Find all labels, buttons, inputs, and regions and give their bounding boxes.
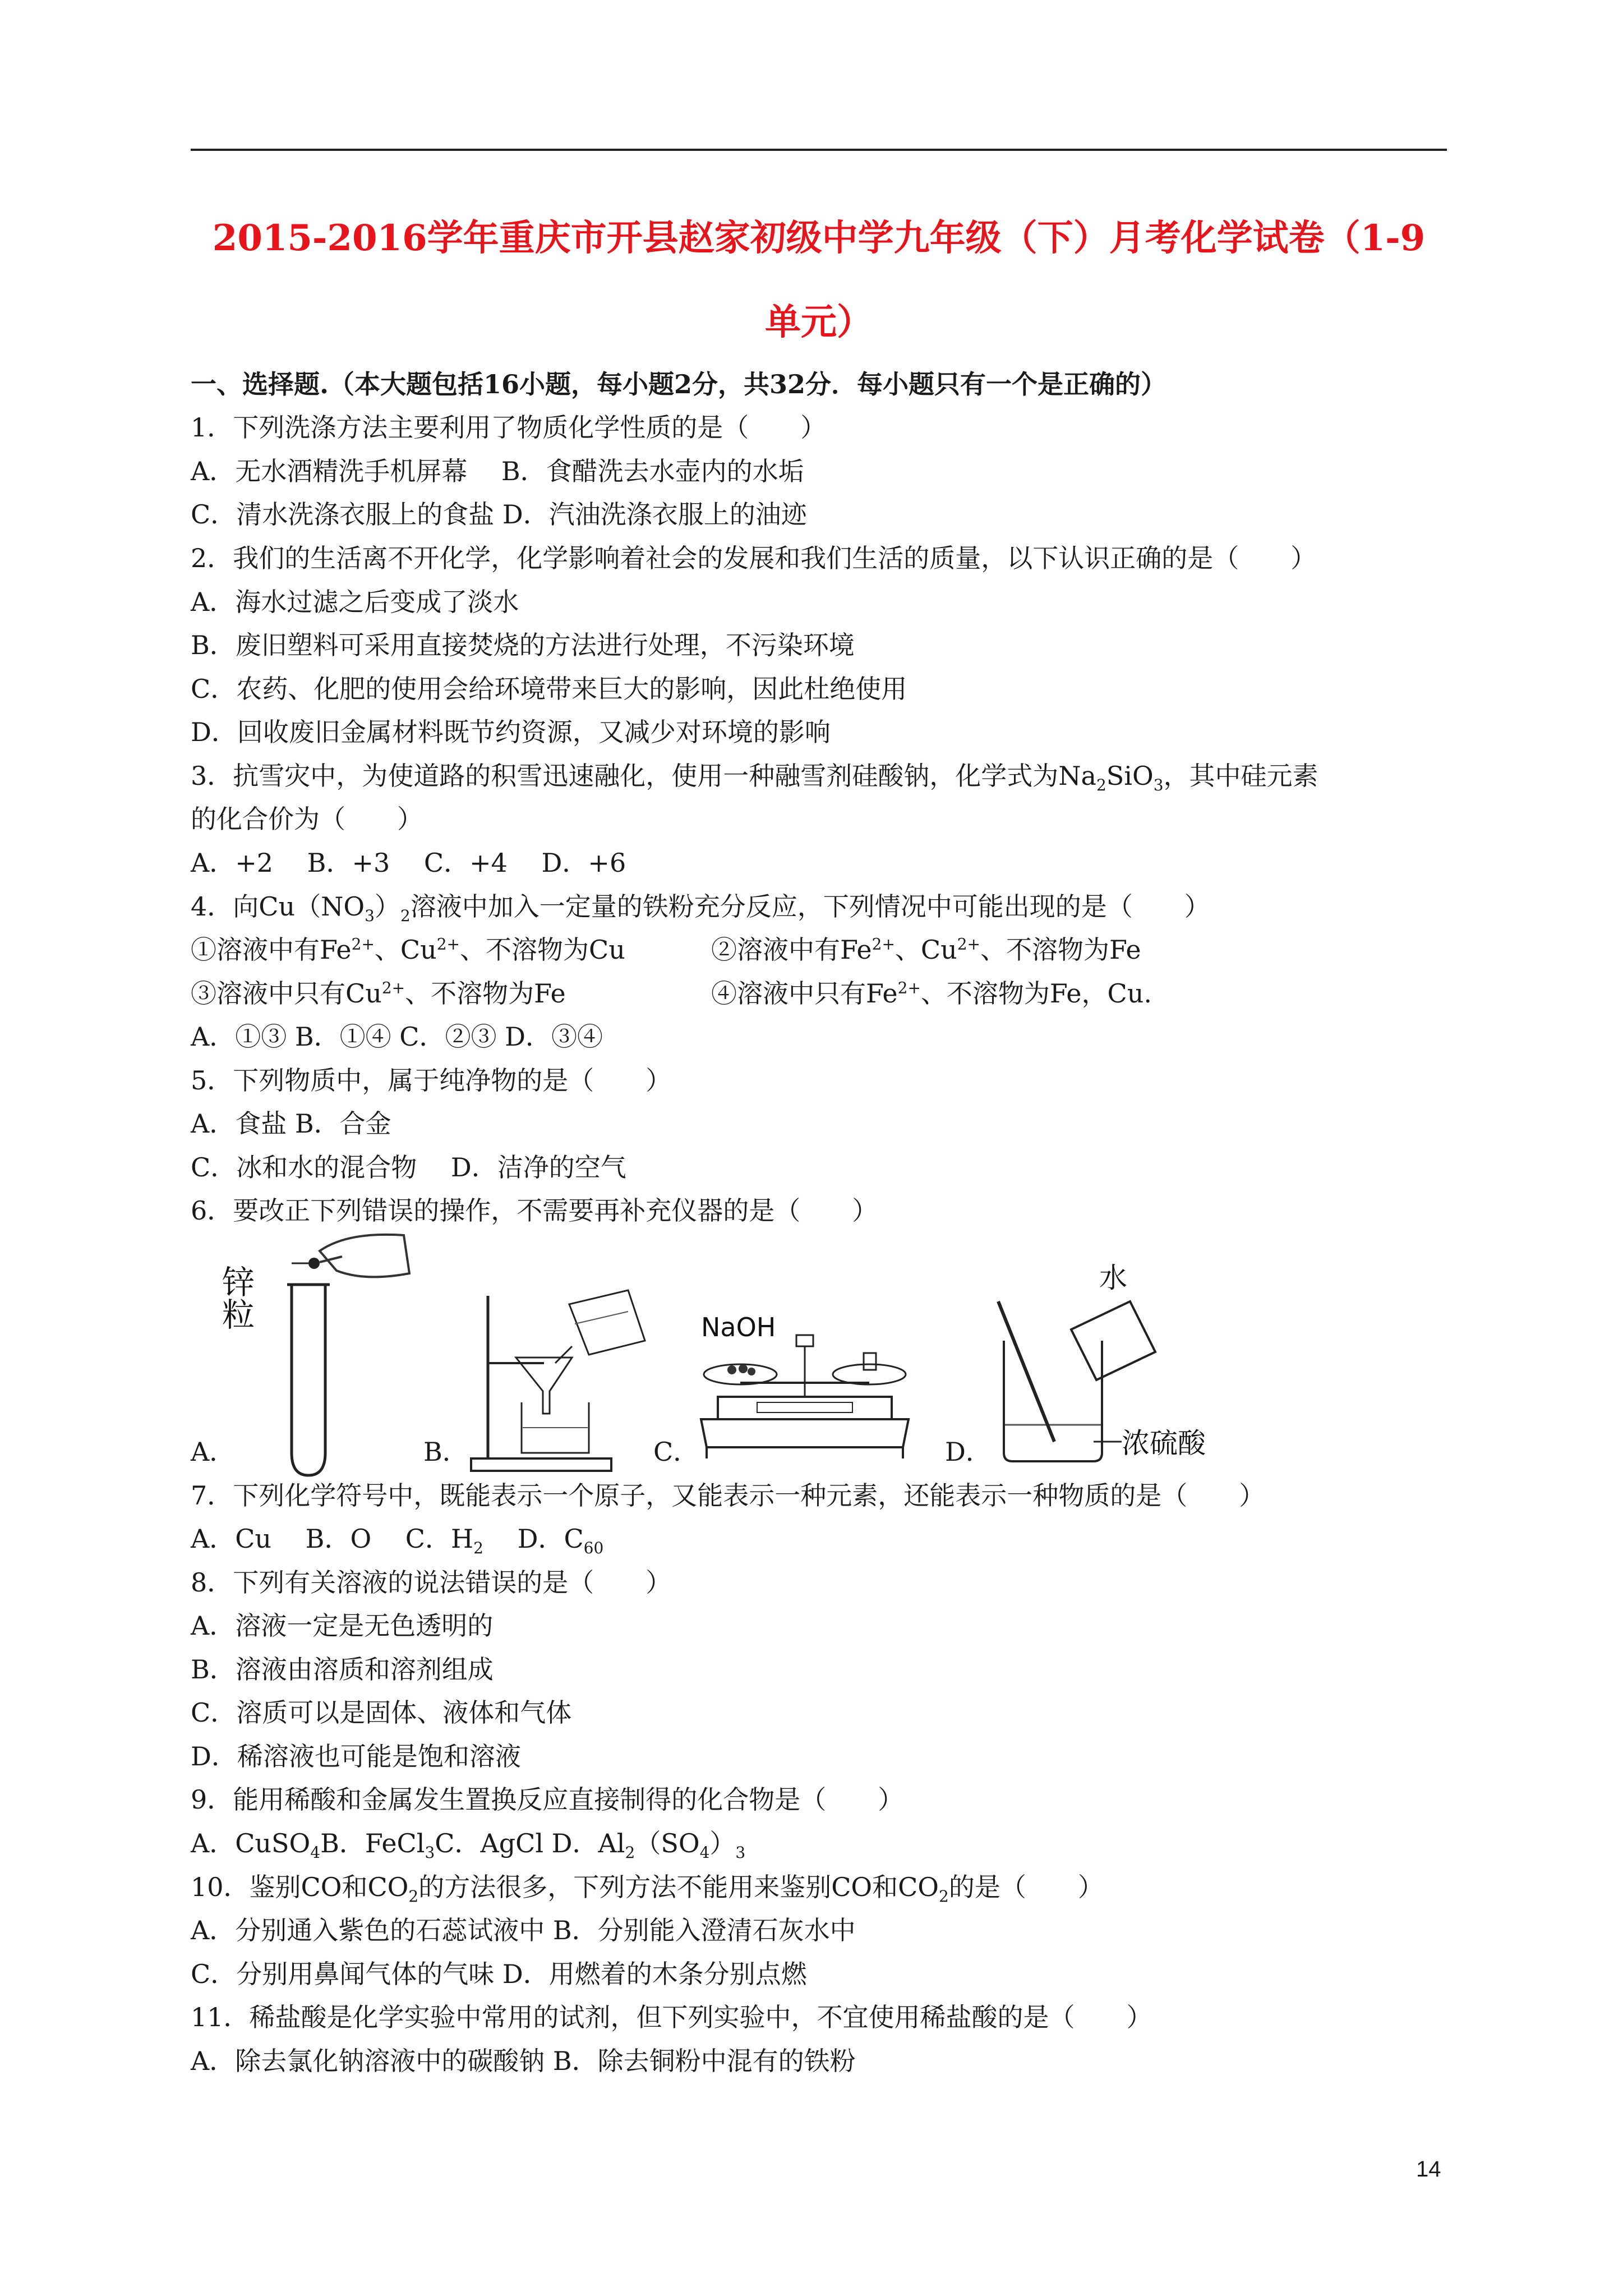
q6-fig-d-water: 水 [1099, 1262, 1127, 1294]
q9-stem: 9．能用稀酸和金属发生置换反应直接制得的化合物是（ ） [191, 1784, 904, 1815]
q2-option-c: C．农药、化肥的使用会给环境带来巨大的影响，因此杜绝使用 [191, 674, 907, 704]
q6-label-d: D． [945, 1437, 992, 1467]
q10-options-ab: A．分别通入紫色的石蕊试液中 B．分别能入澄清石灰水中 [191, 1915, 856, 1945]
q4-statement-1: ①溶液中有$Fe^{2+}$、$Cu^{2+}$、不溶物为Cu [191, 935, 625, 965]
q3-stem-line2: 的化合价为（ ） [191, 804, 423, 834]
q1-options-cd: C．清水洗涤衣服上的食盐 D．汽油洗涤衣服上的油迹 [191, 499, 807, 530]
q5-stem: 5．下列物质中，属于纯净物的是（ ） [191, 1065, 672, 1096]
q5-options-cd: C．冰和水的混合物 D．洁净的空气 [191, 1152, 626, 1182]
page-number: 14 [1416, 2157, 1441, 2182]
q2-option-d: D．回收废旧金属材料既节约资源，又减少对环境的影响 [191, 717, 831, 747]
q7-options: A．Cu B．O C．$H_2$ D．$C_{60}$ [191, 1524, 604, 1558]
q6-figure-a [216, 1228, 421, 1487]
exam-title-line1: 2015-2016学年重庆市开县赵家初级中学九年级（下）月考化学试卷（1-9 [212, 217, 1426, 259]
q6-figure-d [987, 1245, 1223, 1481]
q4-options: A．①③ B．①④ C．②③ D．③④ [191, 1022, 603, 1052]
q6-fig-d-acid: 浓硫酸 [1122, 1427, 1206, 1460]
q8-option-b: B．溶液由溶质和溶剂组成 [191, 1654, 494, 1685]
q6-figure-b [460, 1285, 662, 1475]
q6-fig-a-label: 锌粒 [216, 1265, 255, 1330]
header-rule [191, 149, 1447, 151]
exam-title-line2: 单元） [765, 301, 873, 343]
q4-statement-4: ④溶液中只有$Fe^{2+}$、不溶物为Fe，Cu. [711, 978, 1152, 1009]
q2-option-a: A．海水过滤之后变成了淡水 [191, 587, 519, 617]
q3-options: A．+2 B．+3 C．+4 D．+6 [191, 848, 626, 878]
q4-statement-3: ③溶液中只有$Cu^{2+}$、不溶物为Fe [191, 978, 566, 1009]
q6-label-c: C． [653, 1437, 699, 1467]
q6-stem: 6．要改正下列错误的操作，不需要再补充仪器的是（ ） [191, 1195, 878, 1226]
q11-options-ab: A．除去氯化钠溶液中的碳酸钠 B．除去铜粉中混有的铁粉 [191, 2046, 856, 2076]
q5-options-ab: A．食盐 B．合金 [191, 1108, 391, 1139]
q4-statement-2: ②溶液中有$Fe^{2+}$、$Cu^{2+}$、不溶物为Fe [711, 935, 1141, 965]
q6-label-b: B． [423, 1437, 468, 1467]
q3-stem: 3．抗雪灾中，为使道路的积雪迅速融化，使用一种融雪剂硅酸钠，化学式为$Na_2SiO_3$，其中硅元素 [191, 761, 1318, 795]
q6-label-a: A． [191, 1437, 236, 1467]
q8-option-c: C．溶质可以是固体、液体和气体 [191, 1697, 572, 1728]
q9-options: A．CuSO$_4$B．FeCl$_3$C．AgCl D．$Al_2(SO_4)_3$ [191, 1828, 746, 1862]
q10-stem: 10．鉴别CO和$CO_2$的方法很多，下列方法不能用来鉴别CO和$CO_2$的是（ ） [191, 1872, 1104, 1906]
q7-stem: 7．下列化学符号中，既能表示一个原子，又能表示一种元素，还能表示一种物质的是（ ） [191, 1480, 1265, 1511]
q2-stem: 2．我们的生活离不开化学，化学影响着社会的发展和我们生活的质量，以下认识正确的是（ ） [191, 543, 1317, 573]
q4-stem: 4．向$Cu(NO_3)_2$溶液中加入一定量的铁粉充分反应，下列情况中可能出现的是（ ） [191, 891, 1210, 926]
section-heading: 一、选择题.（本大题包括16小题，每小题2分，共32分．每小题只有一个是正确的） [191, 369, 1167, 399]
q6-figure-c [695, 1307, 920, 1475]
q11-stem: 11．稀盐酸是化学实验中常用的试剂，但下列实验中，不宜使用稀盐酸的是（ ） [191, 2002, 1152, 2032]
q1-stem: 1．下列洗涤方法主要利用了物质化学性质的是（ ） [191, 412, 827, 443]
q1-options-ab: A．无水酒精洗手机屏幕 B．食醋洗去水壶内的水垢 [191, 456, 804, 486]
q2-option-b: B．废旧塑料可采用直接焚烧的方法进行处理，不污染环境 [191, 630, 855, 660]
q10-options-cd: C．分别用鼻闻气体的气味 D．用燃着的木条分别点燃 [191, 1959, 807, 1989]
q8-option-a: A．溶液一定是无色透明的 [191, 1611, 494, 1641]
q8-stem: 8．下列有关溶液的说法错误的是（ ） [191, 1567, 672, 1598]
q6-fig-c-label: NaOH [701, 1312, 776, 1342]
q8-option-d: D．稀溶液也可能是饱和溶液 [191, 1741, 521, 1772]
